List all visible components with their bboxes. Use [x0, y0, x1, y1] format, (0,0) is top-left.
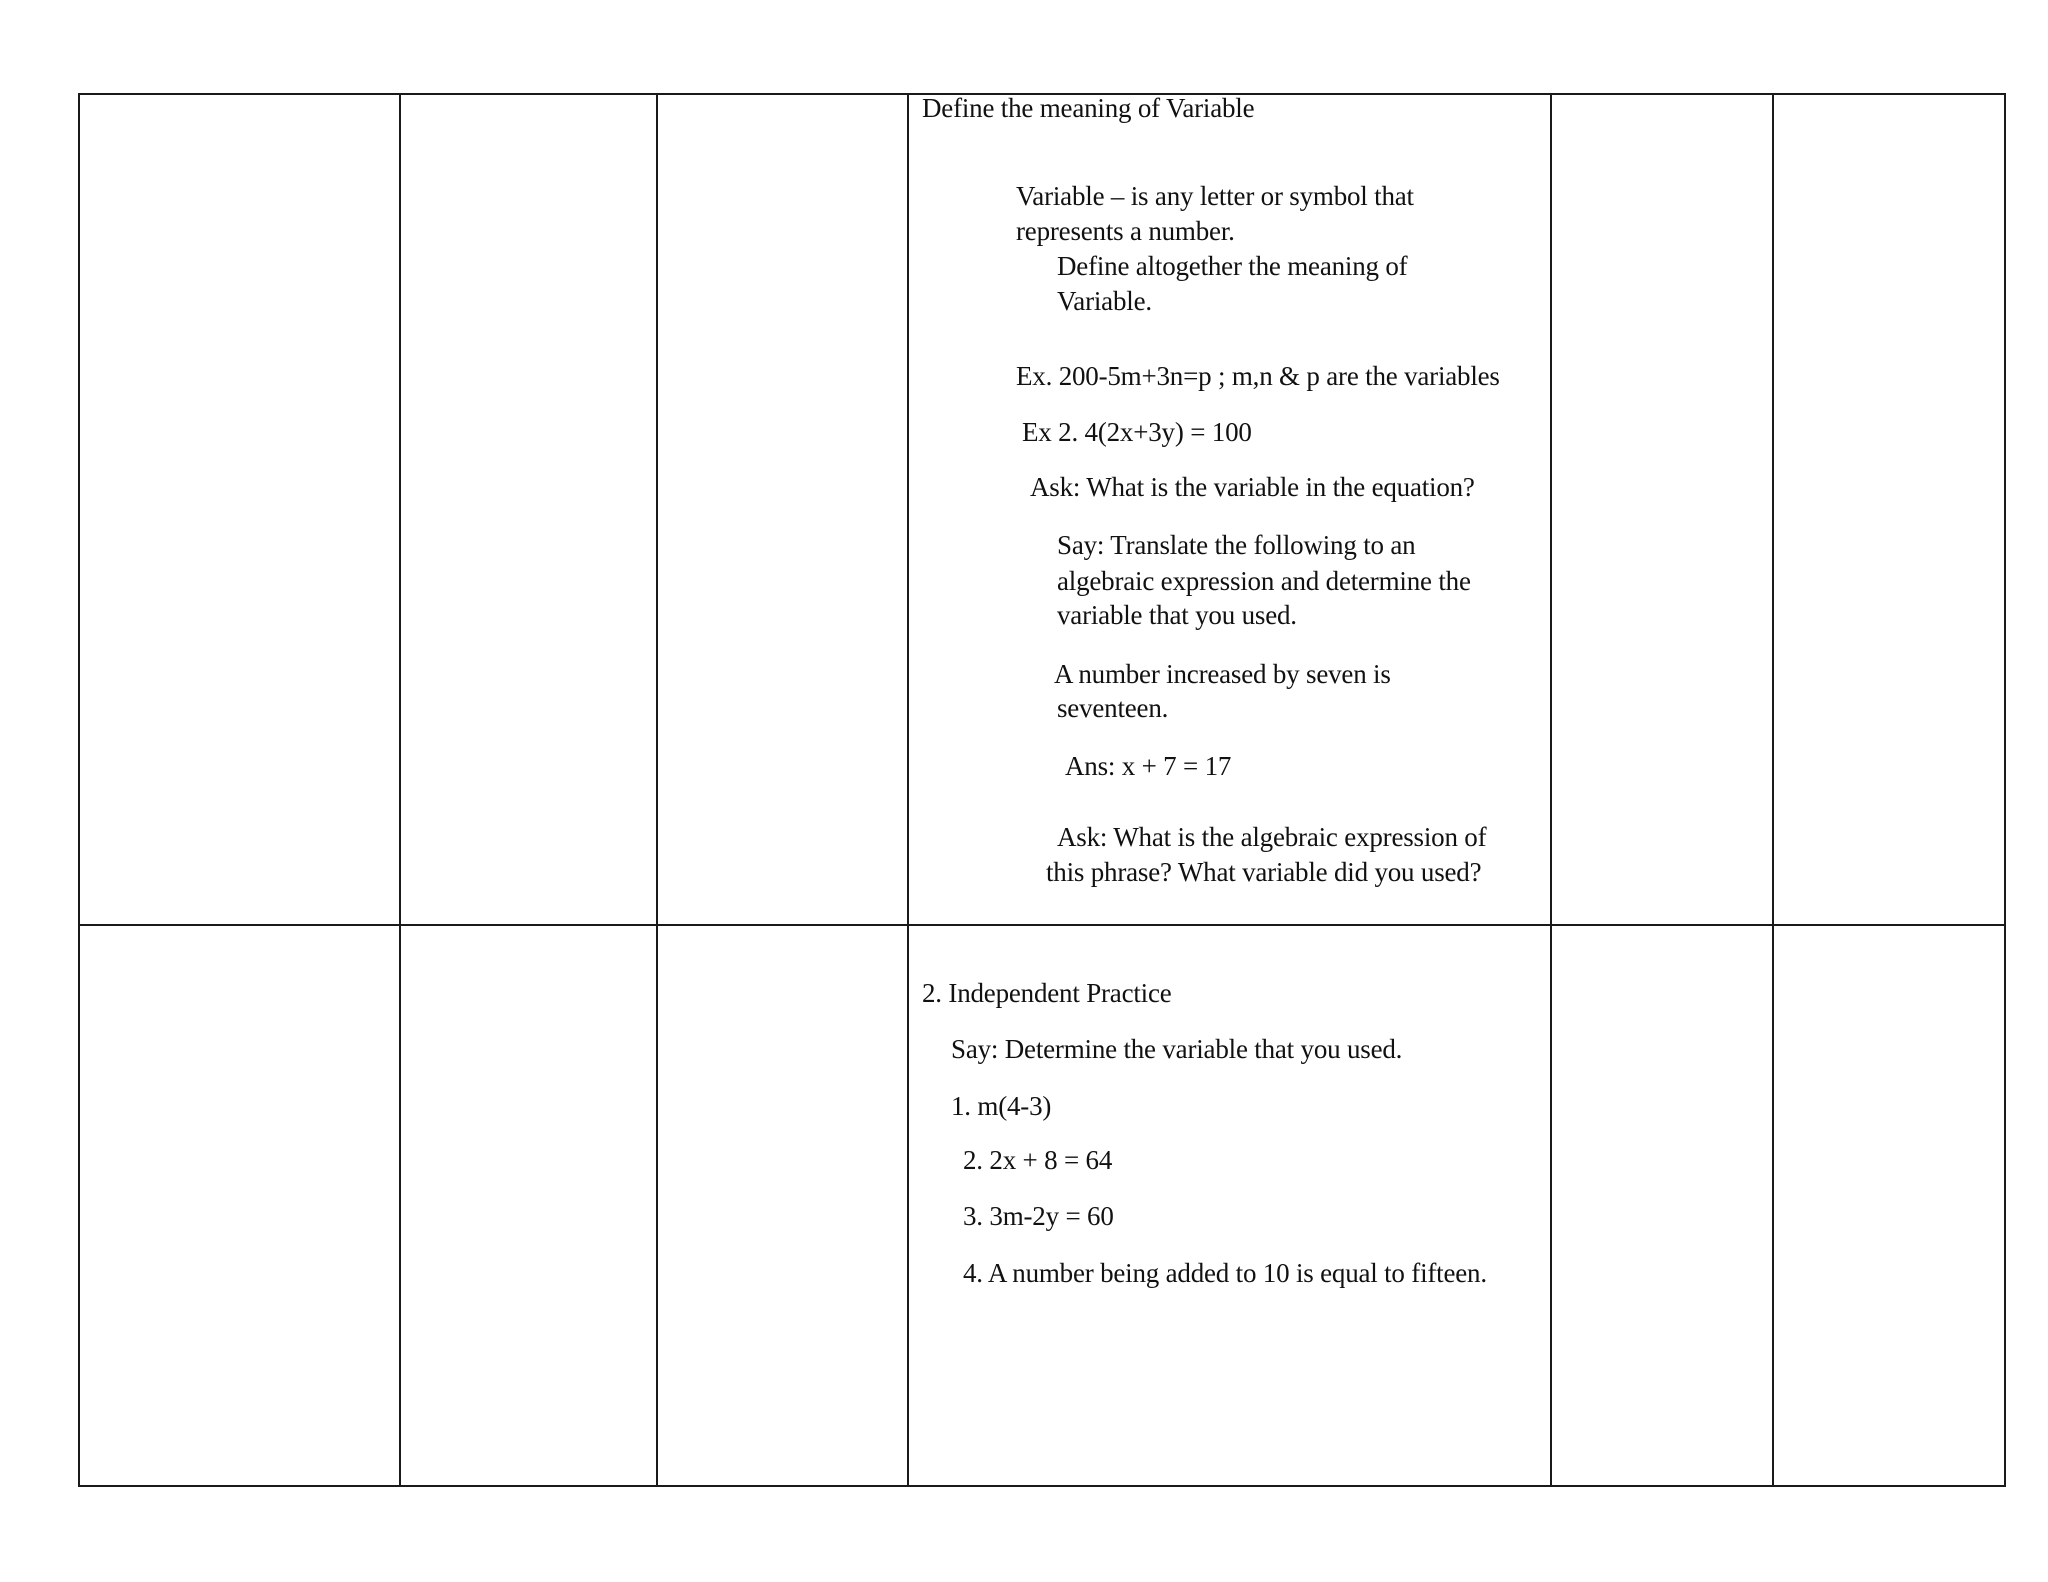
example-line: Ex 2. 4(2x+3y) = 100 [1022, 417, 1252, 447]
phrase-line: seventeen. [1057, 693, 1169, 723]
instruction-line: variable that you used. [1057, 600, 1297, 630]
cell-heading: Define the meaning of Variable [922, 93, 1255, 123]
question-line: this phrase? What variable did you used? [1046, 857, 1482, 887]
table-cell [657, 94, 908, 925]
table-cell [1551, 94, 1773, 925]
table-row [79, 94, 2005, 925]
table-cell [400, 94, 657, 925]
procedure-cell-guided [908, 94, 1551, 925]
instruction-line: algebraic expression and determine the [1057, 566, 1471, 596]
table-cell [1773, 925, 2005, 1486]
phrase-line: A number increased by seven is [1054, 659, 1391, 689]
table-cell [79, 94, 400, 925]
exercise-item: 4. A number being added to 10 is equal to fifteen. [963, 1258, 1487, 1288]
question-line: Ask: What is the variable in the equation? [1030, 472, 1475, 502]
procedure-cell-independent [908, 925, 1551, 1486]
table-cell [1551, 925, 1773, 1486]
table-row [79, 925, 2005, 1486]
instruction-line: Say: Determine the variable that you used. [951, 1034, 1403, 1064]
lesson-plan-table [78, 93, 2006, 1487]
definition-line: Variable – is any letter or symbol that [1016, 181, 1414, 211]
exercise-item: 1. m(4-3) [951, 1091, 1052, 1121]
instruction-line: Define altogether the meaning of [1057, 251, 1408, 281]
instruction-line: Say: Translate the following to an [1057, 530, 1416, 560]
table-cell [400, 925, 657, 1486]
definition-line: represents a number. [1016, 216, 1235, 246]
example-line: Ex. 200-5m+3n=p ; m,n & p are the variables [1016, 361, 1500, 391]
table-cell [657, 925, 908, 1486]
answer-line: Ans: x + 7 = 17 [1065, 751, 1232, 781]
exercise-item: 2. 2x + 8 = 64 [963, 1145, 1113, 1175]
question-line: Ask: What is the algebraic expression of [1057, 822, 1487, 852]
exercise-item: 3. 3m-2y = 60 [963, 1201, 1114, 1231]
cell-heading: 2. Independent Practice [922, 978, 1172, 1008]
table-cell [79, 925, 400, 1486]
table-cell [1773, 94, 2005, 925]
instruction-line: Variable. [1057, 286, 1152, 316]
